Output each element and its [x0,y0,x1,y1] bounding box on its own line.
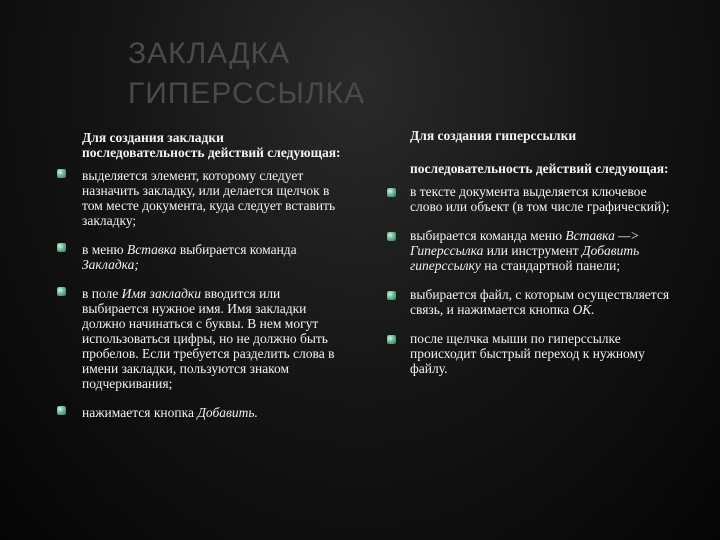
right-intro-line-2: последовательность действий следующая: [410,161,669,176]
bullet-icon [387,335,396,344]
item-text: в поле [82,286,122,301]
button-name: ОК. [572,302,595,317]
menu-path: Вставка —> Гиперссылка [410,228,640,258]
item-text: или инструмент [483,243,583,258]
list-item [410,228,674,273]
tool-name: Добавить гиперссылку [410,243,640,273]
bullet-icon [387,188,396,197]
bullet-icon [57,406,66,415]
bullet-icon [387,232,396,241]
title-line-2: ГИПЕРССЫЛКА [128,77,366,110]
item-text: в тексте документа выделяется ключевое слово или объект (в том числе графический); [410,184,670,214]
title-line-1: ЗАКЛАДКА [128,37,291,70]
item-text: выбирается файл, с которым осуществляется связь, и нажимается кнопка [410,287,670,317]
item-text: выбирается команда [176,242,297,257]
bullet-icon [57,169,66,178]
list-item [82,168,344,228]
list-item [82,286,344,391]
item-text: в меню [82,242,127,257]
item-text: на стандартной панели; [480,258,621,273]
list-item [410,287,674,317]
item-text: выбирается команда меню [410,228,566,243]
bullet-icon [57,243,66,252]
item-text: вводится или выбирается нужное имя. Имя закладки должно начинаться с буквы. В нем могут использоваться цифры, но не должно быть пробелов. Если требуется разделить слова в имени закладки, пользуются знаком подчеркивания; [82,286,335,391]
left-intro: Для создания закладки последовательность действий следующая: [82,130,341,160]
list-item [410,331,674,376]
right-column [384,128,674,390]
menu-name: Вставка [126,242,177,257]
item-text: нажимается кнопка [82,405,198,420]
right-intro-line-1: Для создания гиперссылки [410,128,577,143]
item-text: выделяется элемент, которому следует назначить закладку, или делается щелчок в том месте документа, куда следует вставить закладку; [82,168,336,228]
button-name: Добавить. [197,405,258,420]
bullet-icon [57,287,66,296]
command-name: Закладка; [82,257,139,272]
item-text: после щелчка мыши по гиперссылке происходит быстрый переход к нужному файлу. [410,331,645,376]
left-column [54,130,344,434]
list-item [410,184,674,214]
field-name: Имя закладки [121,286,201,301]
list-item [82,242,344,272]
bullet-icon [387,291,396,300]
list-item [82,405,344,420]
slide-title [128,34,628,114]
